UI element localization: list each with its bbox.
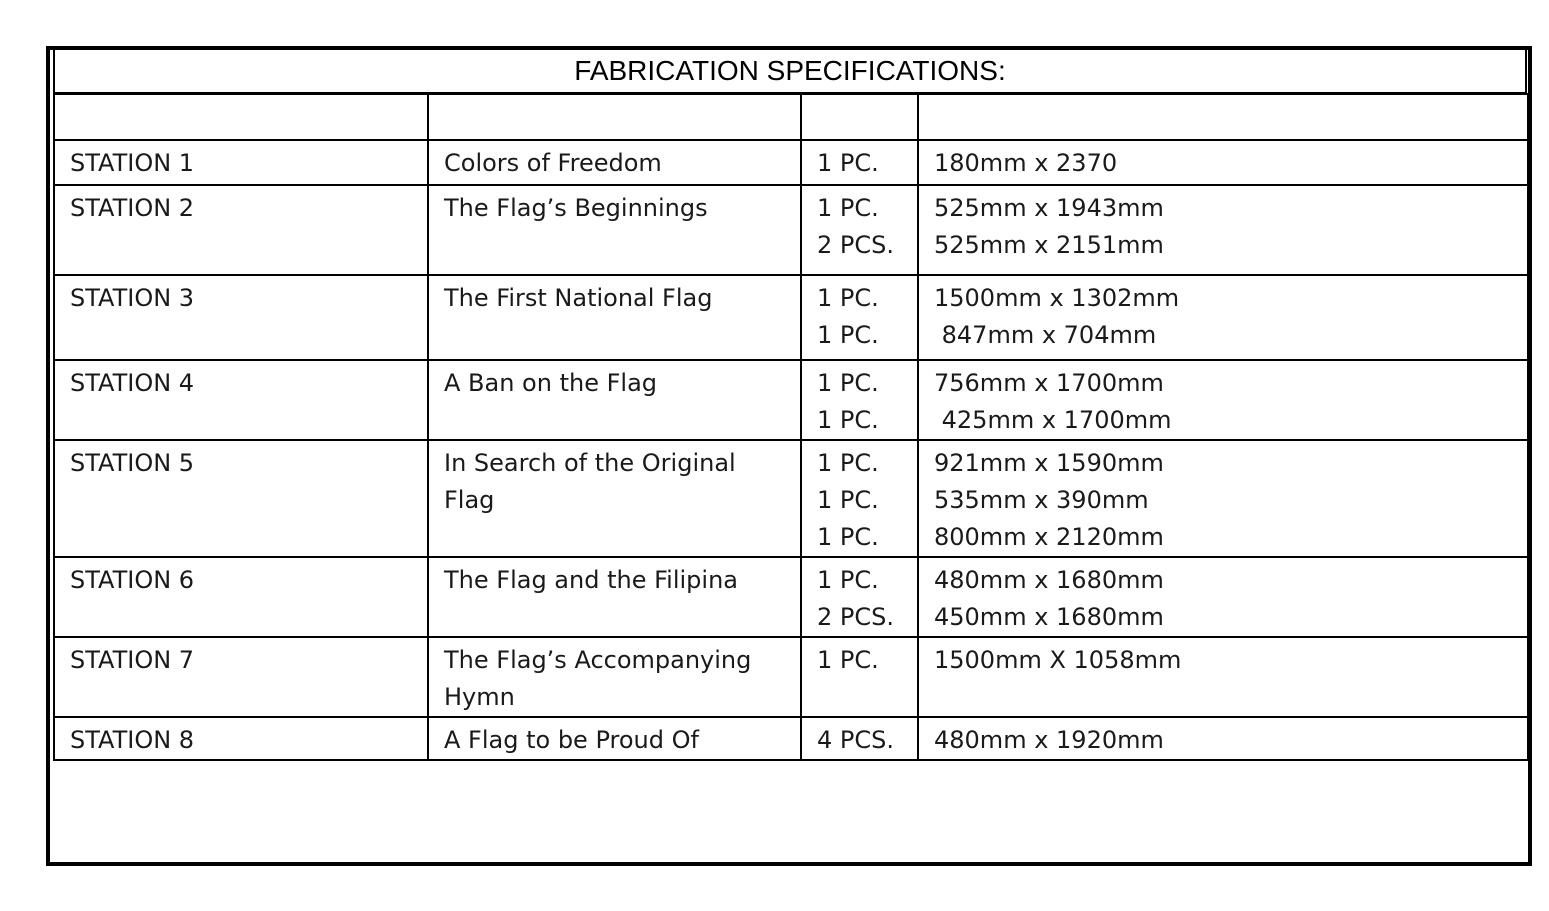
size-cell: 1500mm x 1302mm 847mm x 704mm [918, 275, 1528, 360]
size-cell: 921mm x 1590mm 535mm x 390mm 800mm x 2120mm [918, 440, 1528, 557]
name-cell: In Search of the Original Flag [428, 440, 801, 557]
page-title: FABRICATION SPECIFICATIONS: [53, 50, 1527, 94]
qty-cell: 1 PC. 2 PCS. [801, 557, 918, 637]
blank-cell [428, 94, 801, 140]
table-row [54, 360, 1528, 440]
station-cell: STATION 1 [54, 140, 428, 185]
station-cell: STATION 3 [54, 275, 428, 360]
qty-cell: 1 PC. [801, 140, 918, 185]
station-cell: STATION 5 [54, 440, 428, 557]
name-cell: A Ban on the Flag [428, 360, 801, 440]
size-cell: 180mm x 2370 [918, 140, 1528, 185]
name-cell: A Flag to be Proud Of [428, 717, 801, 760]
table-row [54, 557, 1528, 637]
table-row [54, 185, 1528, 275]
station-cell: STATION 7 [54, 637, 428, 717]
table-row [54, 440, 1528, 557]
size-cell: 756mm x 1700mm 425mm x 1700mm [918, 360, 1528, 440]
station-cell: STATION 4 [54, 360, 428, 440]
name-cell: The First National Flag [428, 275, 801, 360]
station-cell: STATION 8 [54, 717, 428, 760]
qty-cell: 1 PC. 1 PC. 1 PC. [801, 440, 918, 557]
blank-cell [801, 94, 918, 140]
header-blank-row [54, 94, 1528, 140]
table-row [54, 140, 1528, 185]
name-cell: Colors of Freedom [428, 140, 801, 185]
qty-cell: 4 PCS. [801, 717, 918, 760]
name-cell: The Flag’s Accompanying Hymn [428, 637, 801, 717]
blank-cell [54, 94, 428, 140]
station-cell: STATION 2 [54, 185, 428, 275]
size-cell: 1500mm X 1058mm [918, 637, 1528, 717]
fabrication-spec-table [53, 93, 1529, 761]
station-cell: STATION 6 [54, 557, 428, 637]
size-cell: 480mm x 1920mm [918, 717, 1528, 760]
blank-cell [918, 94, 1528, 140]
qty-cell: 1 PC. 2 PCS. [801, 185, 918, 275]
table-row [54, 275, 1528, 360]
qty-cell: 1 PC. 1 PC. [801, 275, 918, 360]
name-cell: The Flag and the Filipina [428, 557, 801, 637]
size-cell: 525mm x 1943mm 525mm x 2151mm [918, 185, 1528, 275]
table-row [54, 717, 1528, 760]
size-cell: 480mm x 1680mm 450mm x 1680mm [918, 557, 1528, 637]
qty-cell: 1 PC. [801, 637, 918, 717]
table-row [54, 637, 1528, 717]
qty-cell: 1 PC. 1 PC. [801, 360, 918, 440]
name-cell: The Flag’s Beginnings [428, 185, 801, 275]
